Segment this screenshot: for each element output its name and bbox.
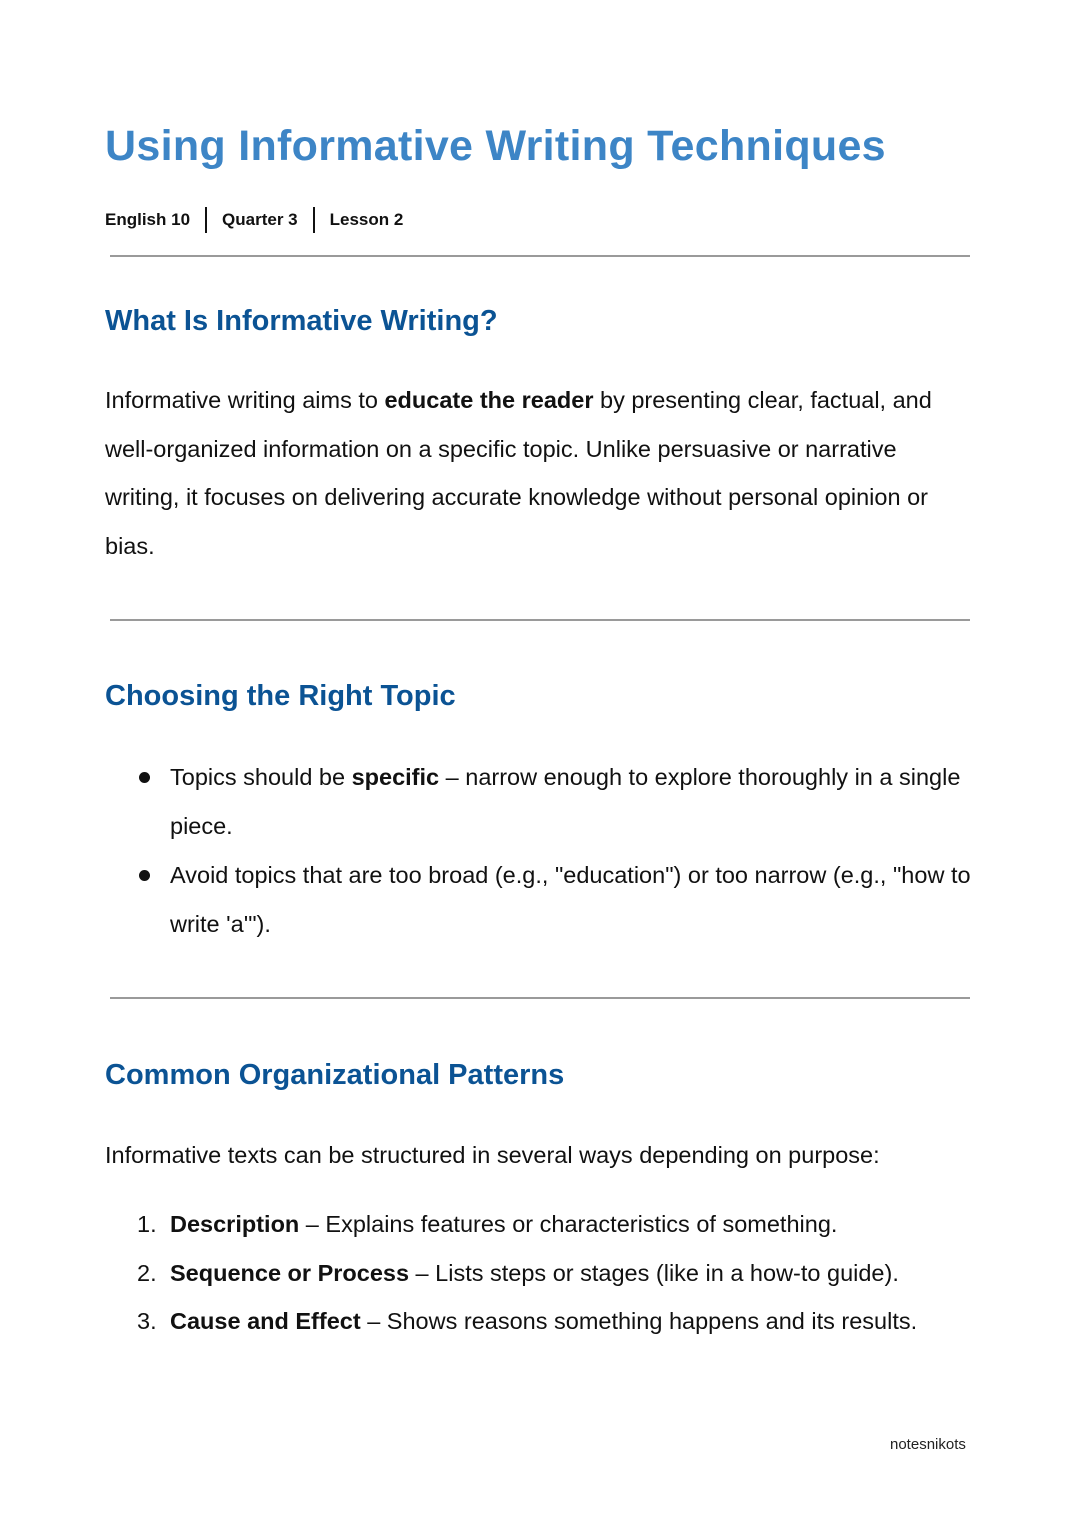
- meta-quarter: Quarter 3: [222, 210, 298, 229]
- divider: [110, 255, 970, 257]
- list-item: [105, 851, 975, 949]
- patterns-numbered-list: [105, 1200, 985, 1346]
- list-number: 1.: [137, 1211, 157, 1237]
- text-run: Topics should be: [170, 764, 352, 790]
- text-run: Informative writing aims to: [105, 387, 385, 413]
- section-heading-what-is: What Is Informative Writing?: [105, 305, 498, 337]
- list-number: 2.: [137, 1259, 157, 1286]
- meta-lesson: Lesson 2: [329, 210, 404, 229]
- section-heading-patterns: Common Organizational Patterns: [105, 1059, 565, 1091]
- list-item: [105, 1297, 985, 1346]
- meta-separator: [205, 207, 207, 233]
- text-run: Avoid topics that are too broad (e.g., "education") or too narrow (e.g., "how to write 'a'").: [170, 862, 971, 937]
- list-item: [105, 1249, 985, 1298]
- bold-text: specific: [351, 764, 440, 790]
- bullet-icon: [139, 870, 150, 881]
- topic-bullet-list: [105, 753, 975, 949]
- section-heading-topic: Choosing the Right Topic: [105, 680, 456, 712]
- text-run: – Shows reasons something happens and its results.: [360, 1308, 918, 1334]
- page-title: Using Informative Writing Techniques: [105, 122, 886, 170]
- bold-text: educate the reader: [384, 387, 594, 413]
- divider: [110, 619, 970, 621]
- section-intro-patterns: Informative texts can be structured in several ways depending on purpose:: [105, 1142, 880, 1168]
- meta-separator: [313, 207, 315, 233]
- meta-course: English 10: [105, 210, 191, 229]
- list-item: [105, 753, 975, 851]
- section-paragraph-what-is: [105, 376, 975, 570]
- text-run: – narrow enough to explore thoroughly in a single piece.: [170, 764, 961, 839]
- divider: [110, 997, 970, 999]
- footer-brand: notesnikots: [890, 1436, 966, 1453]
- bold-text: Description: [170, 1211, 300, 1237]
- list-item: [105, 1200, 985, 1249]
- text-run: by presenting clear, factual, and well-organized information on a specific topic. Unlike persuasive or narrative writing, it focuses on delivering accurate knowledge without personal opinion or bias.: [105, 387, 932, 559]
- bullet-icon: [139, 772, 150, 783]
- bold-text: Cause and Effect: [170, 1308, 361, 1334]
- text-run: – Explains features or characteristics of something.: [299, 1211, 838, 1237]
- lesson-meta: [105, 207, 403, 233]
- list-number: 3.: [137, 1308, 157, 1334]
- bold-text: Sequence or Process: [170, 1259, 410, 1286]
- text-run: – Lists steps or stages (like in a how-to guide).: [409, 1259, 899, 1286]
